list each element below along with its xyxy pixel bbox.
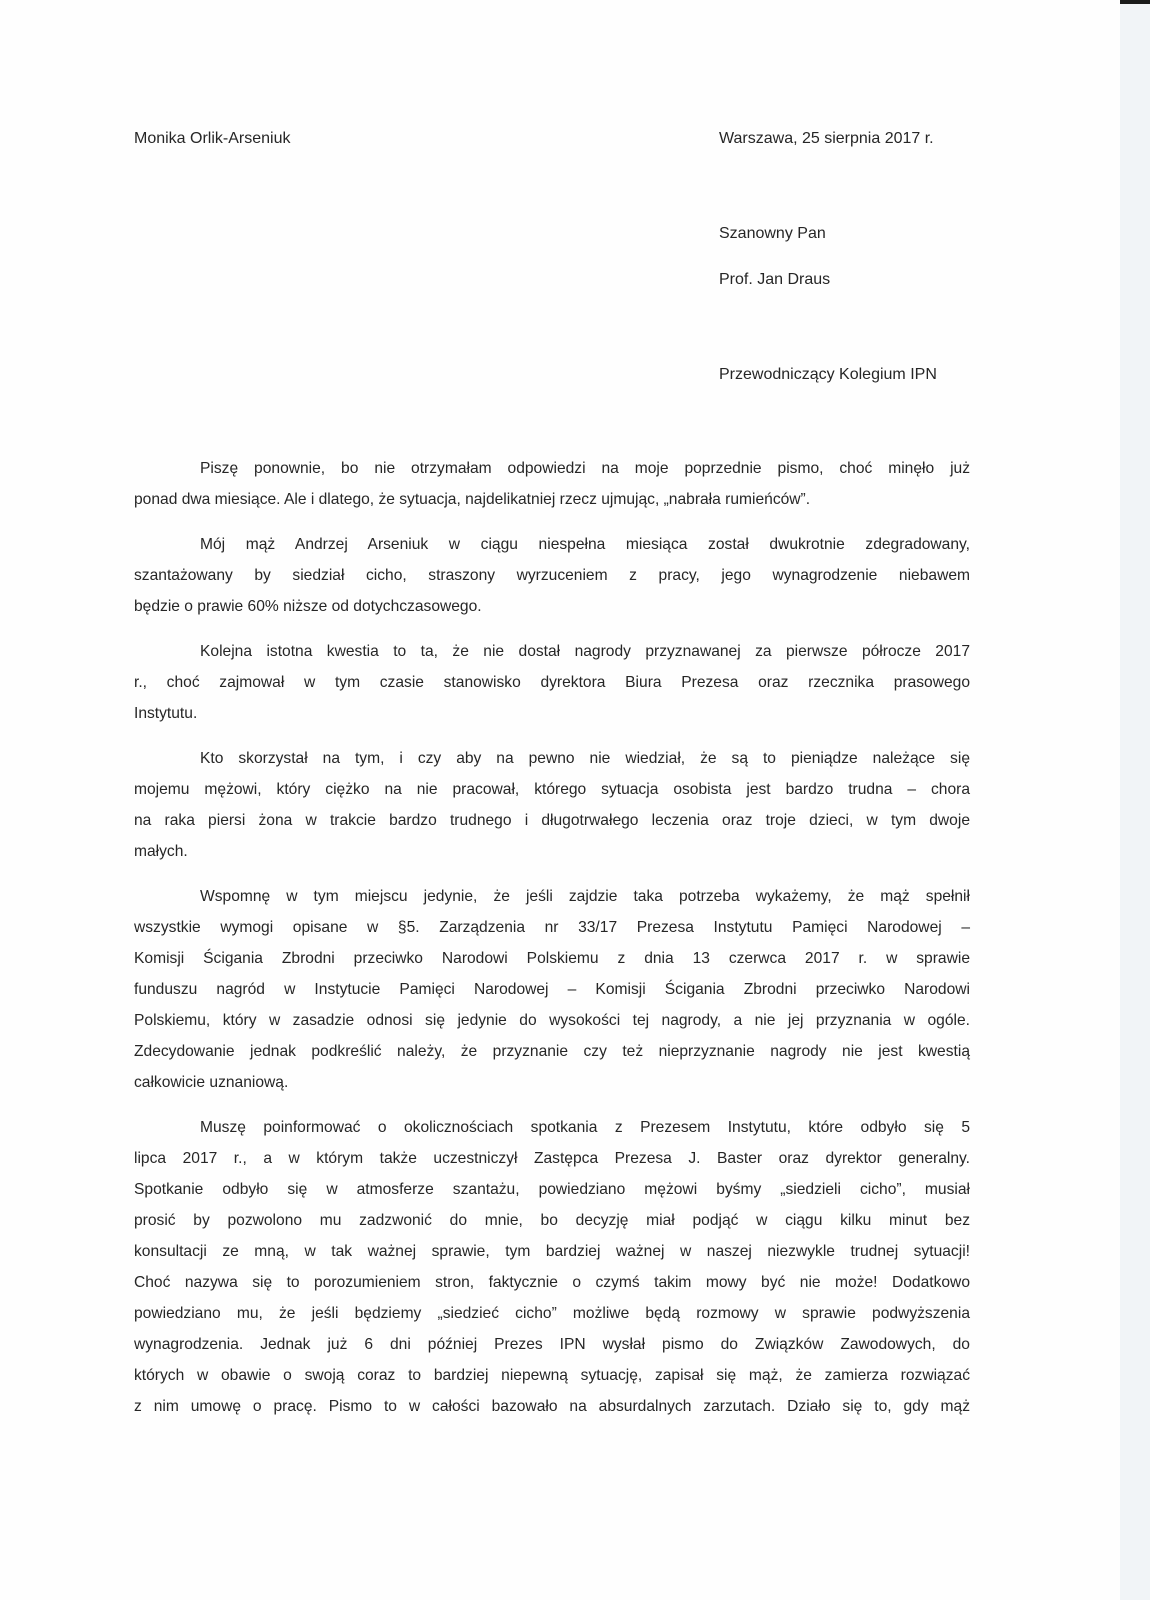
text-line: konsultacji ze mną, w tak ważnej sprawie, tym bardziej ważnej w naszej niezwykle trudnej sytuacji!	[134, 1243, 970, 1260]
text-line: funduszu nagród w Instytucie Pamięci Narodowej – Komisji Ścigania Zbrodni przeciwko Narodowi	[134, 981, 970, 998]
recipient-name: Prof. Jan Draus	[719, 271, 831, 288]
text-line: Piszę ponownie, bo nie otrzymałam odpowiedzi na moje poprzednie pismo, choć minęło już	[200, 460, 970, 477]
text-line: lipca 2017 r., a w którym także uczestniczył Zastępca Prezesa J. Baster oraz dyrektor generalny.	[134, 1150, 970, 1167]
text-line: Wspomnę w tym miejscu jedynie, że jeśli zajdzie taka potrzeba wykażemy, że mąż spełnił	[200, 888, 970, 905]
sender-name: Monika Orlik-Arseniuk	[134, 130, 291, 147]
text-line: ponad dwa miesiące. Ale i dlatego, że sytuacja, najdelikatniej rzecz ujmując, „nabrała rumieńców”.	[134, 491, 811, 508]
paragraph	[134, 453, 970, 515]
paragraph	[134, 743, 970, 867]
text-line: Choć nazywa się to porozumieniem stron, faktycznie o czymś takim mowy być nie może! Dodatkowo	[134, 1274, 970, 1291]
text-line: Spotkanie odbyło się w atmosferze szantażu, powiedziano mężowi byśmy „siedzieli cicho”, musiał	[134, 1181, 970, 1198]
text-line: Komisji Ścigania Zbrodni przeciwko Narodowi Polskiemu z dnia 13 czerwca 2017 r. w sprawie	[134, 950, 970, 967]
text-line: Zdecydowanie jednak podkreślić należy, że przyznanie czy też nieprzyznanie nagrody nie jest kwestią	[134, 1043, 970, 1060]
letter-body	[134, 453, 970, 1436]
paragraph	[134, 1112, 970, 1422]
paragraph	[134, 636, 970, 729]
text-line: r., choć zajmował w tym czasie stanowisko dyrektora Biura Prezesa oraz rzecznika prasowego	[134, 674, 970, 691]
text-line: Polskiemu, który w zasadzie odnosi się jedynie do wysokości tej nagrody, a nie jej przyznania w ogóle.	[134, 1012, 970, 1029]
text-line: Mój mąż Andrzej Arseniuk w ciągu niespełna miesiąca został dwukrotnie zdegradowany,	[200, 536, 970, 553]
paragraph	[134, 881, 970, 1098]
text-line: mojemu mężowi, który ciężko na nie pracował, którego sytuacja osobista jest bardzo trudna – chora	[134, 781, 970, 798]
text-line: Instytutu.	[134, 705, 198, 722]
text-line: Kto skorzystał na tym, i czy aby na pewno nie wiedział, że są to pieniądze należące się	[200, 750, 970, 767]
text-line: Kolejna istotna kwestia to ta, że nie dostał nagrody przyznawanej za pierwsze półrocze 2017	[200, 643, 970, 660]
text-line: będzie o prawie 60% niższe od dotychczasowego.	[134, 598, 482, 615]
text-line: z nim umowę o pracę. Pismo to w całości bazowało na absurdalnych zarzutach. Działo się to, gdy mąż	[134, 1398, 970, 1415]
text-line: powiedziano mu, że jeśli będziemy „siedzieć cicho” możliwe będą rozmowy w sprawie podwyższenia	[134, 1305, 970, 1322]
scan-edge-dark	[1120, 0, 1150, 4]
text-line: Muszę poinformować o okolicznościach spotkania z Prezesem Instytutu, które odbyło się 5	[200, 1119, 970, 1136]
text-line: których w obawie o swoją coraz to bardziej niepewną sytuację, zapisał się mąż, że zamierza rozwiązać	[134, 1367, 970, 1384]
salutation: Szanowny Pan	[719, 225, 826, 242]
text-line: całkowicie uznaniową.	[134, 1074, 289, 1091]
paragraph	[134, 529, 970, 622]
scan-edge	[1120, 0, 1150, 1600]
recipient-title: Przewodniczący Kolegium IPN	[719, 366, 937, 383]
place-date: Warszawa, 25 sierpnia 2017 r.	[719, 130, 934, 147]
text-line: małych.	[134, 843, 188, 860]
text-line: prosić by pozwolono mu zadzwonić do mnie, bo decyzję miał podjąć w ciągu kilku minut bez	[134, 1212, 970, 1229]
text-line: wszystkie wymogi opisane w §5. Zarządzenia nr 33/17 Prezesa Instytutu Pamięci Narodowej –	[134, 919, 970, 936]
text-line: wynagrodzenia. Jednak już 6 dni później Prezes IPN wysłał pismo do Związków Zawodowych, do	[134, 1336, 970, 1353]
text-line: na raka piersi żona w trakcie bardzo trudnego i długotrwałego leczenia oraz troje dzieci, w tym dwoje	[134, 812, 970, 829]
text-line: szantażowany by siedział cicho, straszony wyrzuceniem z pracy, jego wynagrodzenie niebawem	[134, 567, 970, 584]
